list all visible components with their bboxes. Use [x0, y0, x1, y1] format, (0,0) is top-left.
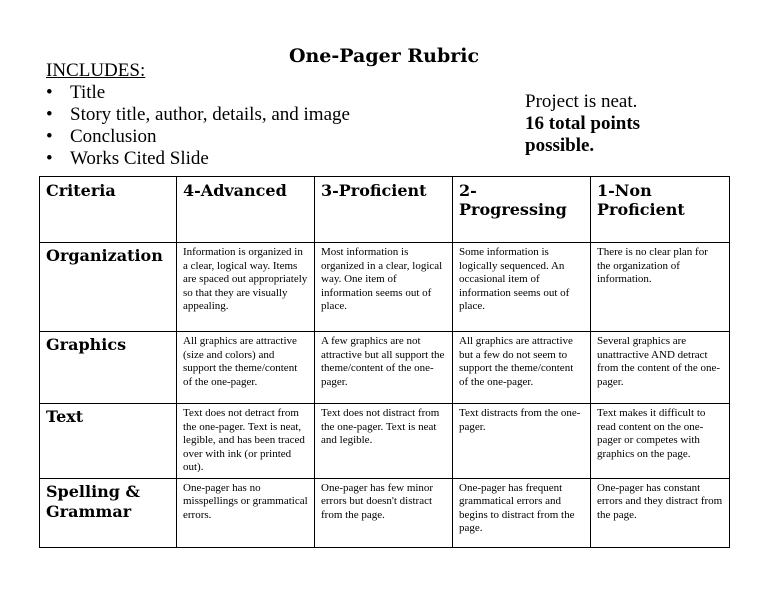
- table-row: [40, 332, 730, 404]
- table-cell: Text does not distract from the one-pager. Text is neat and legible.: [315, 404, 453, 479]
- total-points-line2: possible.: [525, 135, 595, 156]
- rubric-table: [39, 176, 730, 548]
- column-header-proficient: 3-Proficient: [315, 177, 453, 243]
- project-note: [525, 91, 640, 157]
- criteria-text: Text: [40, 404, 177, 479]
- table-cell: There is no clear plan for the organization of information.: [591, 243, 730, 332]
- list-item: • Conclusion: [46, 126, 350, 148]
- column-header-advanced: 4-Advanced: [177, 177, 315, 243]
- table-cell: One-pager has constant errors and they distract from the page.: [591, 478, 730, 547]
- criteria-organization: Organization: [40, 243, 177, 332]
- column-header-criteria: Criteria: [40, 177, 177, 243]
- table-cell: Text makes it difficult to read content on the one-pager or competes with graphics on the page.: [591, 404, 730, 479]
- table-cell: One-pager has frequent grammatical errors and begins to distract from the page.: [453, 478, 591, 547]
- list-item: • Title: [46, 82, 350, 104]
- list-item: • Works Cited Slide: [46, 148, 350, 170]
- table-row: [40, 243, 730, 332]
- table-cell: Most information is organized in a clear, logical way. One item of information seems out of place.: [315, 243, 453, 332]
- list-item: • Story title, author, details, and image: [46, 104, 350, 126]
- table-cell: Several graphics are unattractive AND detract from the content of the one-pager.: [591, 332, 730, 404]
- column-header-progressing: 2-Progressing: [453, 177, 591, 243]
- includes-section: [46, 60, 350, 170]
- includes-list: [46, 82, 350, 170]
- table-cell: All graphics are attractive (size and colors) and support the theme/content of the one-pager.: [177, 332, 315, 404]
- table-cell: Information is organized in a clear, logical way. Items are spaced out appropriately so that they are visually appealing.: [177, 243, 315, 332]
- column-header-non-proficient: 1-Non Proficient: [591, 177, 730, 243]
- table-cell: One-pager has no misspellings or grammatical errors.: [177, 478, 315, 547]
- table-header-row: [40, 177, 730, 243]
- table-cell: Text distracts from the one-pager.: [453, 404, 591, 479]
- total-points-line1: 16 total points: [525, 113, 641, 134]
- table-row: [40, 478, 730, 547]
- project-neat-text: Project is neat.: [525, 91, 638, 112]
- page-title: One-Pager Rubric: [288, 45, 480, 67]
- table-row: [40, 404, 730, 479]
- criteria-spelling-grammar: Spelling & Grammar: [40, 478, 177, 547]
- table-cell: One-pager has few minor errors but doesn't distract from the page.: [315, 478, 453, 547]
- table-cell: Text does not detract from the one-pager. Text is neat, legible, and has been traced over with ink (or printed out).: [177, 404, 315, 479]
- table-cell: A few graphics are not attractive but all support the theme/content of the one-pager.: [315, 332, 453, 404]
- table-cell: All graphics are attractive but a few do not seem to support the theme/content of the one-pager.: [453, 332, 591, 404]
- criteria-graphics: Graphics: [40, 332, 177, 404]
- includes-heading: INCLUDES:: [46, 60, 146, 81]
- table-cell: Some information is logically sequenced. An occasional item of information seems out of place.: [453, 243, 591, 332]
